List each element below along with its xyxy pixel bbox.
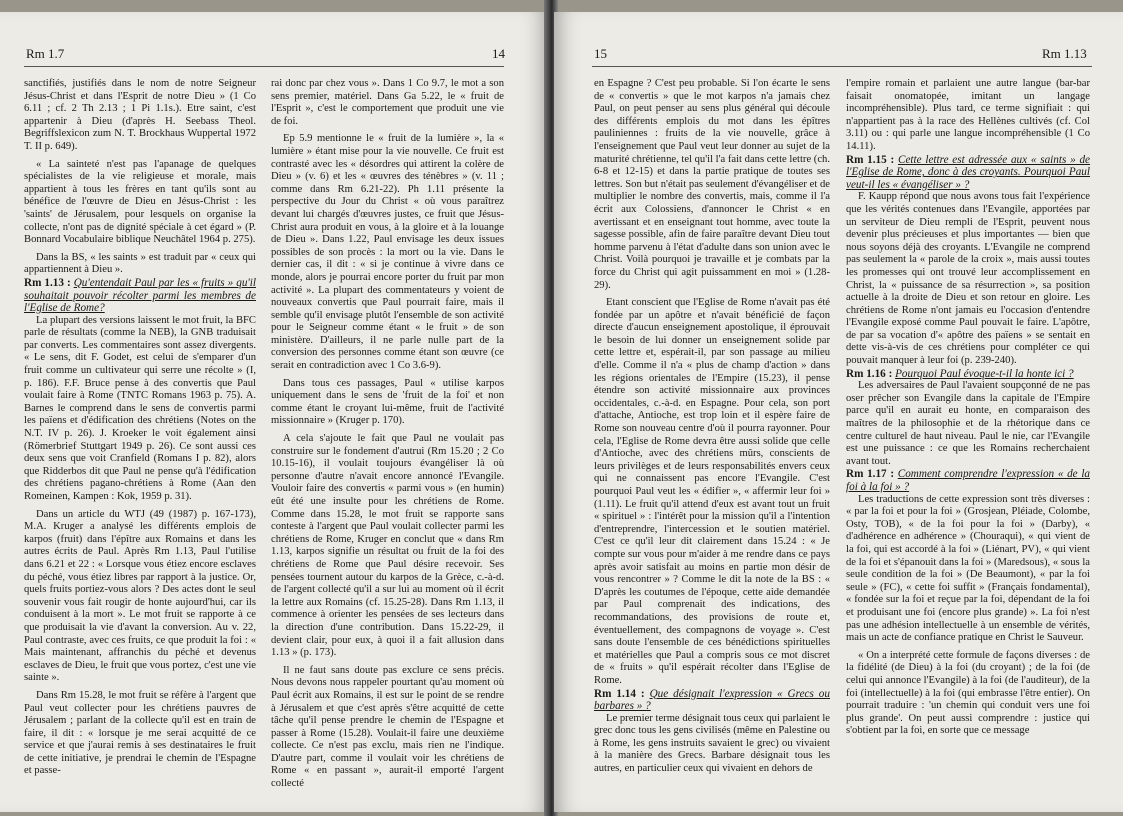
paragraph: F. Kaupp répond que nous avons tous fait l'expérience que les vérités contenues dans l'Evangile, apportées par un serviteur de Dieu rempli de l'Esprit, peuvent nous devenir plus précieuses et plus importantes — bien que nous soyons déjà des croyants. L'Evangile ne comprend pas seulement la « parole de la croix », mais aussi toutes les promesses qui ont trouvé leur accomplissement en Christ, la « puissance de sa résurrection », sa position actuelle à la droite de Dieu et son retour en gloire. Les chrétiens de Rome n'ont jamais eu l'occasion d'entendre l'Evangile exposé comme Paul pouvait le faire. L'apôtre, de par sa vocation d'« apôtre des païens » se sentait en dette vis-à-vis de ces chrétiens pour compléter ce qui pouvait manquer à leur foi (p. 239-240). bbox=[846, 191, 1090, 367]
paragraph: Il ne faut sans doute pas exclure ce sens précis. Nous devons nous rappeler pourtant qu'au moment où Paul écrit aux Romains, il est sur le point de se rendre à Jérusalem et que c'est après s'être acquitté de cette tâche qu'il pense prendre le chemin de l'Espagne et passer à Rome (15.28). Voulait-il faire une deuxième collecte. Ce n'est pas exclu, mais rien ne l'indique. D'autre part, comme il voulait voir les chrétiens de Rome « en passant », aurait-il emporté l'argent collecté bbox=[271, 664, 504, 790]
paragraph: Dans Rm 15.28, le mot fruit se réfère à l'argent que Paul veut collecter pour les chrétiens pauvres de Jérusalem ; parlant de la collecte qu'il est en train de faire, il dit : « lorsque je me serai acquitté de ce service et que j'aurai remis à ses destinataires le fruit de cette initiative, je prendrai le chemin de l'Espagne et passe- bbox=[24, 689, 256, 777]
running-head-left: Rm 1.7 bbox=[26, 46, 65, 61]
section-label: Rm 1.15 : bbox=[846, 153, 895, 166]
paragraph: Etant conscient que l'Eglise de Rome n'avait pas été fondée par un apôtre et n'avait bénéficié de façon directe d'aucun enseignement apostolique, il éprouvait le besoin de lui donner un enseignement solide par cette lettre et, espérait-il, par son passage au milieu d'elle. Comme il n'a « plus de champ d'action » dans les régions orientales de l'Empire (15.23), il pense étendre son activité missionnaire aux provinces occidentales, c.-à-d. en Espagne. Pour cela, son port d'attache, Antioche, est trop loin et il espère faire de Rome son nouveau centre d'où il pourra rayonner. Pour cela, l'Eglise de Rome devra être aussi solide que celle d'Antioche, avec des chrétiens mûrs, conscients de leurs privilèges et de leurs responsabilités envers ceux qui ne connaissent pas encore l'Evangile. C'est pourquoi Paul veut les « édifier », « affermir leur foi » (1.11). Le fruit qu'il attend d'eux est avant tout un fruit « spirituel » : l'intérêt pour la mission qu'il a l'intention d'entreprendre, l'intercession et le soutien matériel. C'est ce qu'il leur dit clairement dans 15.24 : « Je compte sur vous pour m'aider à me rendre dans ce pays après avoir satisfait au moins en partie mon désir de vous rencontrer » ? Comme le dit la note de la BS : « D'après les coutumes de l'époque, cette aide demandée par Paul comprenait des indications, des recommandations, des provisions de route et, éventuellement, des compagnons de voyage ». C'est sans doute l'ensemble de ces bénédictions spirituelles et matérielles que Paul a compris sous ce mot discret de « fruits » qu'il espérait récolter dans l'Eglise de Rome. bbox=[594, 297, 830, 686]
paragraph: Dans tous ces passages, Paul « utilise karpos uniquement dans le sens de 'fruit de la foi' et non comme étant le croyant lui-même, fruit de l'activité missionnaire » (Kruger p. 170). bbox=[271, 377, 504, 427]
paragraph: sanctifiés, justifiés dans le nom de notre Seigneur Jésus-Christ et dans l'Esprit de notre Dieu » (1 Co 6.11 ; cf. 2 Th 2.13 ; 1 Pi 1.1s.). Etre saint, c'est appartenir à Dieu (d'après H. Seebass Theol. Begriffslexicon zum N. T. Brockhaus Wuppertal 1972 T. II p. 649). bbox=[24, 78, 256, 152]
header-rule bbox=[592, 66, 1092, 67]
header-rule bbox=[24, 66, 504, 67]
paragraph: l'empire romain et parlaient une autre langue (bar-bar faisait onomatopée, imitant un langage incompréhensible). Plus tard, ce terme signifiait : qui n'appartient pas à la race des Hellènes cultivés (cf. Col 3.11) ou : qui parle une langue incompréhensible (1 Co 14.11). bbox=[846, 78, 1090, 152]
section-heading bbox=[594, 688, 830, 713]
section-question: Cette lettre est adressée aux « saints » de l'Eglise de Rome, donc à des croyants. Pourquoi Paul veut-il les « évangéliser » ? bbox=[846, 153, 1090, 191]
section-heading bbox=[24, 277, 256, 315]
paragraph: « La sainteté n'est pas l'apanage de quelques spécialistes de la vie religieuse et morale, mais appartient à tous les frères en tant qu'ils sont au bénéfice de l'œuvre de Dieu en Jésus-Christ : les 'saints' de Jérusalem, pour lesquels on organise la collecte, n'ont pas de dignité spéciale à cet égard » (P. Bonnard Vocabulaire biblique Neuchâtel 1964 p. 275). bbox=[24, 158, 256, 246]
paragraph: Les adversaires de Paul l'avaient soupçonné de ne pas oser prêcher son Evangile dans la capitale de l'Empire parce qu'il en aurait eu honte, en comparaison des maîtres de la philosophie et de la rhétorique dans ce centre culturel de haut niveau. Paul le nie, car l'Evangile est une puissance : ce que les Romains recherchaient avant tout. bbox=[846, 380, 1090, 467]
left-page-column-2 bbox=[271, 78, 504, 806]
paragraph: La plupart des versions laissent le mot fruit, la BFC parle de résultats (comme la NEB), la GNB traduisait par converts. Les commentaires sont assez divergents. « Le sens, dit F. Godet, est celui de s'emparer d'un fruit comme un cultivateur qui serre une récolte » (I, p. 186). F.F. Bruce pense à des convertis que Paul voulait faire à Rome (TNTC Romans 1963 p. 75). A. Barnes le comprend dans le sens de convertis parmi les païens et d'édification des chrétiens (Notes on the N.T. IV p. 26). J. Kroeker le voit également ainsi (Römerbrief Stuttgart 1949 p. 26). Ce sont aussi ces deux sens que voit Cranfield (Romans I p. 82), alors que Ridderbos dit que Paul ne pense qu'à l'édification des chrétiens pagano-chrétiens à Rome (Aan den Romeinen, Kampen : Kok, 1959 p. 31). bbox=[24, 314, 256, 502]
right-page-column-1 bbox=[594, 78, 830, 806]
section-heading bbox=[846, 368, 1090, 381]
paragraph: Les traductions de cette expression sont très diverses : « par la foi et pour la foi » (Grosjean, Pléiade, Colombe, Osty, TOB), « de la foi pour la foi » (Darby), « d'adhérence en adhérence » (Chouraqui), « qui vient de la foi, qui est accordé à la foi » (Liénart, PV), « qui vient de la foi et s'épanouit dans la foi » (Maredsous), « sous la seule condition de la foi » (De Beaumont), « par la foi seule » (FC), « cette foi suffit » (Français fondamental), « fondée sur la foi et reçue par la foi, dépendant de la foi et produisant une foi (encore plus grande) ». La foi n'est pas une adhésion intellectuelle à un ensemble de vérités, mais un acte de confiance pratique en Christ le Sauveur. bbox=[846, 493, 1090, 644]
section-question: Comment comprendre l'expression « de la foi à la foi » ? bbox=[846, 468, 1090, 493]
paragraph: Ep 5.9 mentionne le « fruit de la lumière », la « lumière » étant mise pour la vie nouvelle. Ce fruit est contrasté avec les « désordres qui attirent la colère de Dieu » (v. 6) et les « œuvres des ténèbres » (v. 11 ; comme dans Rm 6.21-22). Ph 1.11 présente la perspective du Jour du Christ « où vous paraîtrez devant lui chargés d'œuvres justes, ce fruit que Jésus-Christ aura produit en vous, à la gloire et à la louange de Dieu ». Dans 1.22, Paul envisage les deux issues possibles de son procès : la mort ou la vie. Dans le dernier cas, il dit : « si je continue à vivre dans ce monde, alors je pourrai encore porter du fruit par mon activité ». La plupart des commentateurs y voient de nouveaux convertis que Paul pourrait faire, mais il semble qu'il envisage plutôt l'ensemble de son activité pour le Seigneur comme étant « le fruit » de son ministère. D'ailleurs, il ne parle nulle part de la conversion des personnes comme étant son œuvre (ce serait en contradiction avec 1 Co 3.6-9). bbox=[271, 133, 504, 372]
page-number-left: 14 bbox=[492, 46, 505, 61]
paragraph: Dans un article du WTJ (49 (1987) p. 167-173), M.A. Kruger a analysé les différents emplois de karpos (fruit) dans l'épître aux Romains et dans les autres écrits de Paul. Après Rm 1.13, Paul l'utilise dans 6.21 et 22 : « Lorsque vous étiez encore esclaves du péché, vous étiez libres par rapport à la justice. Or, quels fruits portiez-vous alors ? Des actes dont le seul souvenir vous fait rougir de honte aujourd'hui, car ils conduisent à la mort ». Le mot fruit se rapporte à ce que produisait la vie d'avant la conversion. Au v. 22, Paul contraste, avec ces fruits, ce que produit la foi : « Mais maintenant, affranchis du péché et devenus esclaves de Dieu, le fruit que vous portez, c'est une vie sainte ». bbox=[24, 508, 256, 684]
paragraph: Le premier terme désignait tous ceux qui parlaient le grec donc tous les gens civilisés (même en Palestine ou à Rome, les gens instruits savaient le grec) ou vivaient à la manière des Grecs. Barbare désignait tous les autres, en particulier ceux qui vivaient en dehors de bbox=[594, 712, 830, 775]
section-label: Rm 1.17 : bbox=[846, 468, 895, 481]
section-label: Rm 1.13 : bbox=[24, 276, 71, 289]
paragraph: Dans la BS, « les saints » est traduit par « ceux qui appartiennent à Dieu ». bbox=[24, 251, 256, 276]
paragraph: en Espagne ? C'est peu probable. Si l'on écarte le sens de « convertis » que le mot karpos n'a jamais chez Paul, on peut penser au sens plus général qui découle des différents emplois du mot dans les épîtres pauliniennes : fruits de la vie nouvelle, grâce à l'enseignement que Paul veut leur donner au sujet de la maturité chrétienne, tel qu'il l'a fait dans cette lettre (ch. 6-8 et 12-15) et dans la partie pratique de toutes ses lettres. Son but n'était pas seulement d'évangéliser et de multiplier le nombre des convertis, mais, comme il l'a écrit aux Colossiens, d'annoncer le Christ « en avertissant et en enseignant tout homme, avec toute la sagesse possible, afin de faire paraître devant Dieu tout homme parvenu à l'état d'adulte dans son union avec le Christ. Voilà pourquoi je travaille et je combats par la force du Christ qui agit puissamment en moi » (1.28-29). bbox=[594, 78, 830, 291]
section-question: Que désignait l'expression « Grecs ou barbares » ? bbox=[594, 687, 830, 713]
left-page-column-1 bbox=[24, 78, 256, 806]
running-head-right: Rm 1.13 bbox=[1042, 46, 1087, 61]
right-page bbox=[554, 12, 1123, 812]
paragraph: « On a interprété cette formule de façons diverses : de la fidélité (de Dieu) à la foi (du croyant) ; de la foi (de celui qui annonce l'Evangile) à la foi (de l'auditeur), de la foi (intellectuelle) à la foi (qui embrasse l'être entier). On pourrait traduire : 'un chemin qui conduit vers une foi plus grande'. On peut aussi comprendre : justice qui s'obtient par la foi, en sorte que ce message bbox=[846, 649, 1090, 737]
section-label: Rm 1.14 : bbox=[594, 687, 645, 700]
section-heading bbox=[846, 468, 1090, 493]
paragraph: rai donc par chez vous ». Dans 1 Co 9.7, le mot a son sens premier, matériel. Dans Ga 5.22, le « fruit de l'Esprit », c'est le comportement que produit une vie de foi. bbox=[271, 78, 504, 127]
section-question: Pourquoi Paul évoque-t-il la honte ici ? bbox=[895, 367, 1074, 380]
section-label: Rm 1.16 : bbox=[846, 367, 893, 380]
page-number-right: 15 bbox=[594, 46, 607, 61]
left-page bbox=[0, 12, 548, 812]
section-question: Qu'entendait Paul par les « fruits » qu'il souhaitait pouvoir récolter parmi les membres de l'Eglise de Rome? bbox=[24, 276, 256, 315]
paragraph: A cela s'ajoute le fait que Paul ne voulait pas construire sur le fondement d'autrui (Rm 15.20 ; 2 Co 10.15-16), il voulait toujours évangéliser là où personne d'autre n'avait encore annoncé l'Evangile. Vouloir faire des convertis « parmi vous » (en humin) eût été une insulte pour les chrétiens de Rome. Comme dans 15.28, le mot fruit se rapporte sans conteste à l'argent que Paul voulait collecter parmi les chrétiens de Rome, Kruger en conclut que « dans Rm 1.13, karpos signifie un résultat ou fruit de la foi des chrétiens de Rome que Paul désire recevoir. Ses pensées tournent autour du karpos de la Grèce, c.-à-d. de l'argent collecté qu'il a sur lui au moment où il écrit la lettre aux Romains (cf. 15.25-28). Dans Rm 1.13, il commence à orienter les pensées de ses lecteurs dans la direction d'une contribution. Dans 15.22-29, il devient clair, pour eux, à quoi il a fait allusion dans 1.13 » (p. 173). bbox=[271, 433, 504, 659]
right-page-column-2 bbox=[846, 78, 1090, 806]
section-heading bbox=[846, 154, 1090, 192]
